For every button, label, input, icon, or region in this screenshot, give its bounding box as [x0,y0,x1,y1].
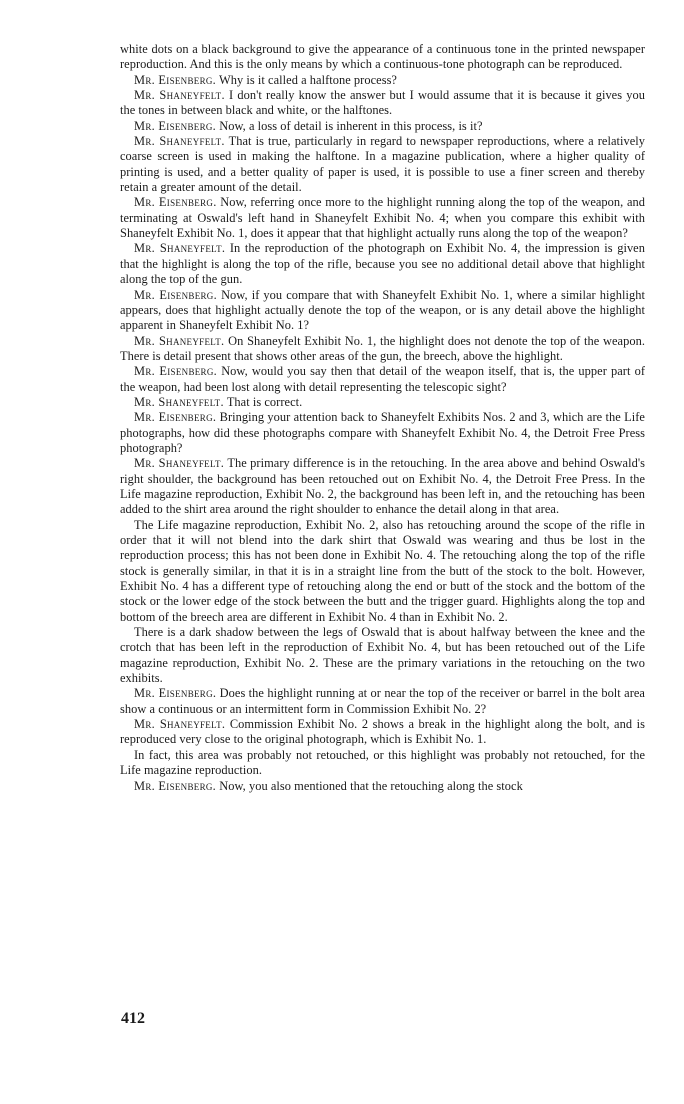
paragraph [120,518,645,625]
paragraph-text: That is correct. [226,394,303,409]
transcript-body [120,42,645,794]
page-number: 412 [121,1010,145,1027]
paragraph-text: Now, referring once more to the highlight running along the top of the weapon, and terminating at Oswald's left hand in Shaneyfelt Exhibit No. 4; when you compare this exhibit with Shaneyfelt Exhibit No. 1, does it appear that that highlight actually runs along the top of the weapon? [120,195,645,241]
paragraph [120,717,645,748]
paragraph-text: Bringing your attention back to Shaneyfelt Exhibits Nos. 2 and 3, which are the Life photographs, how did these photographs compare with Shaneyfelt Exhibit No. 4, the Detroit Free Press photograph? [120,410,645,455]
paragraph-text: Why is it called a halftone process? [219,72,397,87]
speaker-name: Mr. Eisenberg. [134,686,217,701]
paragraph [120,686,645,717]
paragraph-text: Does the highlight running at or near the top of the receiver or barrel in the bolt area show a continuous or an intermittent form in Commission Exhibit No. 2? [120,686,645,716]
speaker-name: Mr. Eisenberg. [134,364,218,379]
speaker-name: Mr. Eisenberg. [134,287,217,302]
paragraph-text: Now, if you compare that with Shaneyfelt Exhibit No. 1, where a similar highlight appears, does that highlight actually denote the top of the weapon, or is any detail above the highlight apparent in Shaneyfelt Exhibit No. 1? [120,287,645,333]
speaker-name: Mr. Eisenberg. [134,72,217,87]
paragraph-text: I don't really know the answer but I would assume that it is because it gives you the tones in between black and white, or the halftones. [120,88,645,118]
speaker-name: Mr. Shaneyfelt. [134,456,225,471]
speaker-name: Mr. Shaneyfelt. [134,394,224,409]
speaker-name: Mr. Shaneyfelt. [134,134,225,149]
paragraph [120,334,645,365]
paragraph-text: On Shaneyfelt Exhibit No. 1, the highlight does not denote the top of the weapon. There is detail present that shows other areas of the gun, the breech, above the highlight. [120,333,645,363]
speaker-name: Mr. Shaneyfelt. [134,717,226,732]
paragraph-text: There is a dark shadow between the legs of Oswald that is about halfway between the knee and the crotch that has been left in the reproduction of Exhibit No. 4, but has been retouched out of the Life magazine reproduction, Exhibit No. 2. These are the primary variations in the retouching on the two exhibits. [120,625,645,686]
paragraph [120,410,645,456]
paragraph [120,779,645,794]
paragraph [120,134,645,195]
paragraph-text: In the reproduction of the photograph on Exhibit No. 4, the impression is given that the highlight is along the top of the rifle, because you see no additional detail above that highlight along the top of the gun. [120,241,645,287]
paragraph [120,241,645,287]
speaker-name: Mr. Shaneyfelt. [134,241,226,256]
paragraph [120,625,645,686]
paragraph [120,395,645,410]
speaker-name: Mr. Eisenberg. [134,118,217,133]
paragraph-text: In fact, this area was probably not retouched, or this highlight was probably not retouched, for the Life magazine reproduction. [120,747,645,778]
paragraph [120,119,645,134]
speaker-name: Mr. Shaneyfelt. [134,333,225,348]
paragraph [120,748,645,779]
paragraph-text: Now, you also mentioned that the retouching along the stock [219,778,523,793]
paragraph [120,456,645,517]
speaker-name: Mr. Eisenberg. [134,778,217,793]
paragraph-text: The Life magazine reproduction, Exhibit No. 2, also has retouching around the scope of the rifle in order that it will not blend into the dark shirt that Oswald was wearing and thus be lost in the reproduction process; this has not been done in Exhibit No. 4. The retouching along the top of the rifle stock is generally similar, in that it is in a straight line from the butt of the stock to the bolt. However, Exhibit No. 4 has a different type of retouching along the end or butt of the stock and the bottom of the stock or the lower edge of the stock between the butt and the trigger guard. Highlights along the top and bottom of the breech area are different in Exhibit No. 4 than in Exhibit No. 2. [120,517,645,624]
paragraph-text: white dots on a black background to give the appearance of a continuous tone in the printed newspaper reproduction. And this is the only means by which a continuous-tone photograph can be reproduced. [120,42,645,72]
paragraph-text: Now, would you say then that detail of the weapon itself, that is, the upper part of the weapon, had been lost along with detail representing the telescopic sight? [120,364,646,394]
paragraph-text: The primary difference is in the retouching. In the area above and behind Oswald's right shoulder, the background has been retouched out on Exhibit No. 4, the Detroit Free Press. In the Life magazine reproduction, Exhibit No. 2, the background has been left in, and the retouching has been added to the shirt area around the right shoulder to enhance the detail along in that area. [120,456,645,517]
paragraph [120,288,645,334]
speaker-name: Mr. Shaneyfelt. [134,88,225,103]
paragraph-text: Commission Exhibit No. 2 shows a break in the highlight along the bolt, and is reproduced very close to the original photograph, which is Exhibit No. 1. [120,717,646,747]
paragraph [120,364,645,395]
paragraph [120,73,645,88]
paragraph [120,195,645,241]
speaker-name: Mr. Eisenberg. [134,410,217,425]
speaker-name: Mr. Eisenberg. [134,195,217,210]
paragraph-text: Now, a loss of detail is inherent in this process, is it? [219,118,483,133]
paragraph-text: That is true, particularly in regard to newspaper reproductions, where a relatively coarse screen is used in making the halftone. In a magazine publication, where a higher quality of printing is used, and a better quality of paper is used, it is possible to use a finer screen and thereby retain a greater amount of the detail. [120,134,646,195]
paragraph [120,42,645,73]
paragraph [120,88,645,119]
